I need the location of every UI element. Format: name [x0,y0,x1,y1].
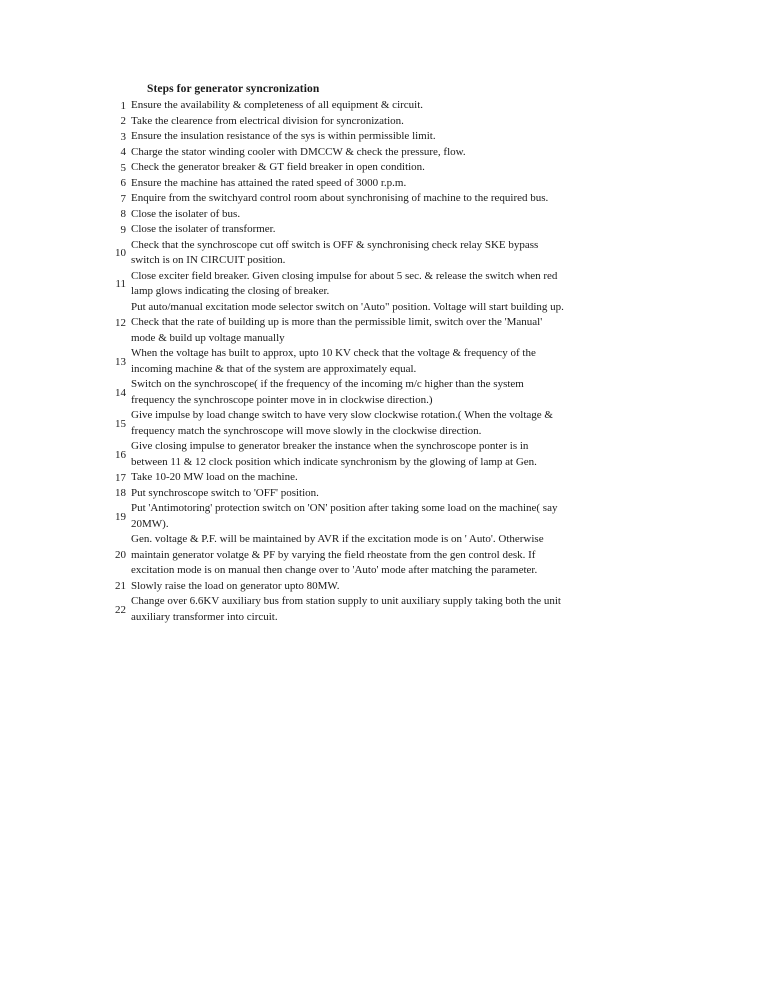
step-text [131,207,728,223]
step-item [108,486,728,502]
step-text-line: mode & build up voltage manually [131,331,285,344]
step-text [131,176,728,192]
step-item [108,470,728,486]
step-text-line: Give impulse by load change switch to have very slow clockwise rotation.( When the voltage & [131,409,553,421]
step-text [131,408,728,439]
step-text [131,486,728,502]
step-number: 9 [120,223,126,236]
step-text-line: Switch on the synchroscope( if the frequency of the incoming m/c higher than the system [131,378,524,390]
step-text [131,269,728,300]
step-text-line: Put 'Antimotoring' protection switch on 'ON' position after taking some load on the machine( say [131,502,558,514]
step-item [108,98,728,114]
step-item [108,579,728,595]
step-number: 17 [115,471,126,484]
step-number: 15 [115,417,126,430]
step-text-line: between 11 & 12 clock position which indicate synchronism by the glowing of lamp at Gen. [131,455,537,468]
step-number: 21 [115,580,126,593]
step-text-line: incoming machine & that of the system are approximately equal. [131,362,417,375]
document-title: Steps for generator syncronization [147,83,320,95]
step-text-line: excitation mode is on manual then change over to 'Auto' mode after matching the parameter. [131,564,538,576]
step-number: 8 [120,208,126,221]
step-text-line: Check that the rate of building up is more than the permissible limit, switch over the 'Manual' [131,316,543,328]
step-item [108,300,728,347]
step-text-line: Enquire from the switchyard control room about synchronising of machine to the required bus. [131,192,549,204]
step-item [108,439,728,470]
step-text-line: Put synchroscope switch to 'OFF' position. [131,486,319,499]
step-text-line: maintain generator volatge & PF by varying the field rheostate from the gen control desk. If [131,548,536,561]
step-text-line: Change over 6.6KV auxiliary bus from station supply to unit auxiliary supply taking both the unit [131,595,561,607]
step-item [108,501,728,532]
step-number: 3 [120,130,126,143]
step-text-line: Put auto/manual excitation mode selector switch on 'Auto" position. Voltage will start building up. [131,300,564,313]
step-item [108,176,728,192]
step-number: 6 [120,177,126,190]
step-number: 22 [115,603,126,616]
step-text [131,532,728,579]
step-text [131,222,728,238]
steps-list [108,98,728,625]
step-number: 1 [120,99,126,112]
step-item [108,594,728,625]
step-item [108,408,728,439]
step-item [108,222,728,238]
step-item [108,129,728,145]
step-text [131,300,728,347]
step-text-line: Close the isolater of bus. [131,207,241,220]
step-text-line: Charge the stator winding cooler with DMCCW & check the pressure, flow. [131,145,466,158]
step-number: 4 [120,146,126,159]
step-text-line: auxiliary transformer into circuit. [131,610,278,623]
step-text-line: Ensure the insulation resistance of the sys is within permissible limit. [131,130,436,142]
step-text-line: Close the isolater of transformer. [131,223,276,235]
step-number: 10 [115,247,126,259]
step-item [108,377,728,408]
step-number: 5 [120,161,126,174]
step-text [131,98,728,114]
step-text [131,439,728,470]
step-text [131,238,728,269]
step-number: 11 [115,278,126,290]
step-item [108,207,728,223]
step-item [108,145,728,161]
step-text [131,114,728,130]
step-text-line: Check the generator breaker & GT field breaker in open condition. [131,161,425,173]
step-text-line: Gen. voltage & P.F. will be maintained by AVR if the excitation mode is on ' Auto'. Otherwise [131,533,544,545]
step-number: 14 [115,386,126,399]
step-text-line: Slowly raise the load on generator upto 80MW. [131,579,340,592]
step-number: 16 [115,448,126,461]
step-text [131,129,728,145]
step-text [131,191,728,207]
step-number: 13 [115,355,126,368]
step-text-line: lamp glows indicating the closing of breaker. [131,285,330,297]
step-text [131,470,728,486]
step-number: 2 [120,115,126,128]
step-text [131,579,728,595]
step-text-line: 20MW). [131,517,169,530]
step-number: 12 [115,316,126,329]
step-text-line: Take 10-20 MW load on the machine. [131,471,298,483]
step-text-line: frequency the synchroscope pointer move in in clockwise direction.) [131,393,433,406]
step-item [108,269,728,300]
step-item [108,160,728,176]
step-text-line: Ensure the availability & completeness of all equipment & circuit. [131,99,424,111]
step-text-line: frequency match the synchroscope will move slowly in the clockwise direction. [131,424,482,437]
step-text [131,346,728,377]
step-text [131,160,728,176]
step-item [108,191,728,207]
step-text-line: Check that the synchroscope cut off switch is OFF & synchronising check relay SKE bypass [131,238,539,251]
step-text-line: Ensure the machine has attained the rated speed of 3000 r.p.m. [131,176,407,189]
step-text-line: Take the clearence from electrical division for syncronization. [131,114,404,127]
step-text [131,594,728,625]
step-number: 7 [120,192,126,205]
step-item [108,346,728,377]
step-number: 20 [115,549,126,562]
step-text [131,377,728,408]
step-text [131,145,728,161]
step-text-line: Close exciter field breaker. Given closing impulse for about 5 sec. & release the switch when red [131,269,558,282]
step-text [131,501,728,532]
step-text-line: switch is on IN CIRCUIT position. [131,254,286,266]
step-item [108,114,728,130]
step-number: 19 [115,510,126,523]
step-item [108,532,728,579]
step-text-line: When the voltage has built to approx, upto 10 KV check that the voltage & frequency of the [131,347,536,359]
step-text-line: Give closing impulse to generator breaker the instance when the synchroscope ponter is in [131,440,529,452]
step-item [108,238,728,269]
step-number: 18 [115,487,126,500]
